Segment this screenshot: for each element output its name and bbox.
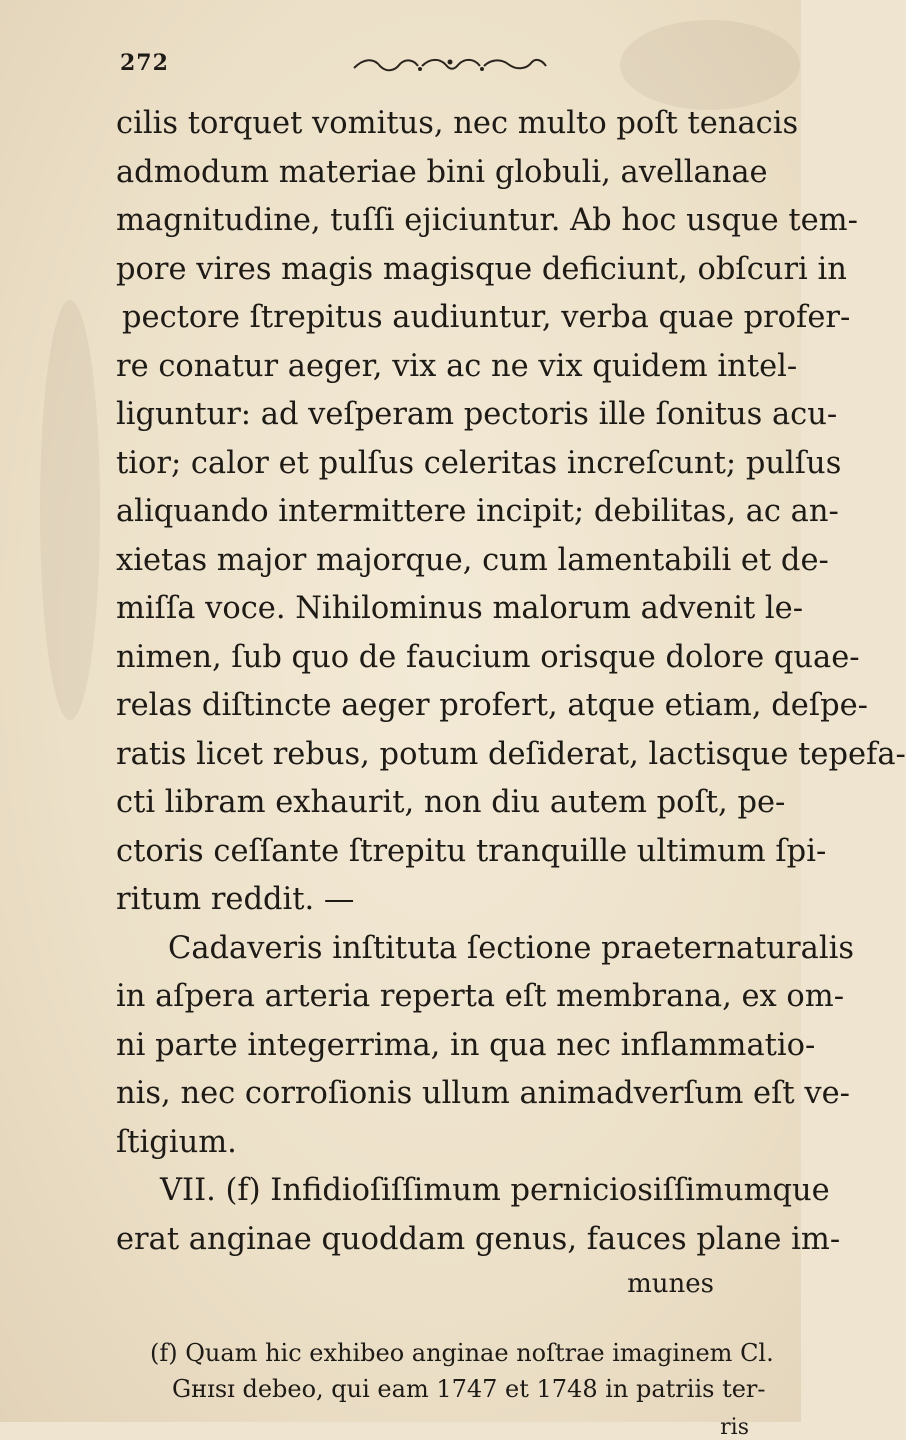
paper-stain xyxy=(40,300,100,720)
text-line: Cadaveris inſtituta ſectione praeternaturalis xyxy=(168,930,854,966)
catchword: ris xyxy=(720,1415,749,1440)
text-line: tior; calor et pulſus celeritas increſcunt; pulſus xyxy=(116,445,842,481)
text-line: admodum materiae bini globuli, avellanae xyxy=(116,154,768,190)
footnote xyxy=(116,1335,776,1407)
page-number: 272 xyxy=(120,50,169,76)
footnote-line: Gʜɪsɪ debeo, qui eam 1747 et 1748 in patriis ter- xyxy=(172,1375,766,1403)
text-line: re conatur aeger, vix ac ne vix quidem intel- xyxy=(116,348,798,384)
text-line: ratis licet rebus, potum deſiderat, lactisque tepefa- xyxy=(116,736,906,772)
text-line: cti libram exhaurit, non diu autem poſt, pe- xyxy=(116,785,786,820)
text-line: pore vires magis magisque deficiunt, obſcuri in xyxy=(116,251,847,287)
text-line: relas diſtincte aeger profert, atque etiam, deſpe- xyxy=(116,688,868,723)
text-line: magnitudine, tuſſi ejiciuntur. Ab hoc usque tem- xyxy=(116,203,858,238)
text-line: aliquando intermittere incipit; debilitas, ac an- xyxy=(116,494,839,529)
text-line: ritum reddit. — xyxy=(116,882,355,917)
text-line: nimen, ſub quo de faucium orisque dolore quae- xyxy=(116,639,860,675)
page-header xyxy=(120,50,760,90)
text-line: pectore ſtrepitus audiuntur, verba quae profer- xyxy=(122,300,851,335)
text-line: miſſa voce. Nihilominus malorum advenit le- xyxy=(116,591,804,626)
text-line: liguntur: ad veſperam pectoris ille ſonitus acu- xyxy=(116,397,838,432)
catch-line: munes xyxy=(627,1269,714,1299)
text-line: VII. (f) Infidioſiſſimum perniciosiſſimumque xyxy=(160,1173,830,1208)
main-text xyxy=(116,100,906,1304)
text-line: nis, nec corroſionis ullum animadverſum eſt ve- xyxy=(116,1076,850,1111)
text-line: in aſpera arteria reperta eſt membrana, ex om- xyxy=(116,979,845,1014)
ornament-icon xyxy=(350,56,550,74)
text-line: ſtigium. xyxy=(116,1124,237,1160)
text-line: cilis torquet vomitus, nec multo poſt tenacis xyxy=(116,106,799,141)
text-line: xietas major majorque, cum lamentabili et de- xyxy=(116,542,829,578)
text-line: erat anginae quoddam genus, fauces plane im- xyxy=(116,1221,841,1257)
text-line: ctoris ceſſante ſtrepitu tranquille ultimum ſpi- xyxy=(116,833,827,869)
footnote-line: (f) Quam hic exhibeo anginae noſtrae imaginem Cl. xyxy=(150,1339,774,1367)
text-line: ni parte integerrima, in qua nec inflammatio- xyxy=(116,1027,816,1063)
